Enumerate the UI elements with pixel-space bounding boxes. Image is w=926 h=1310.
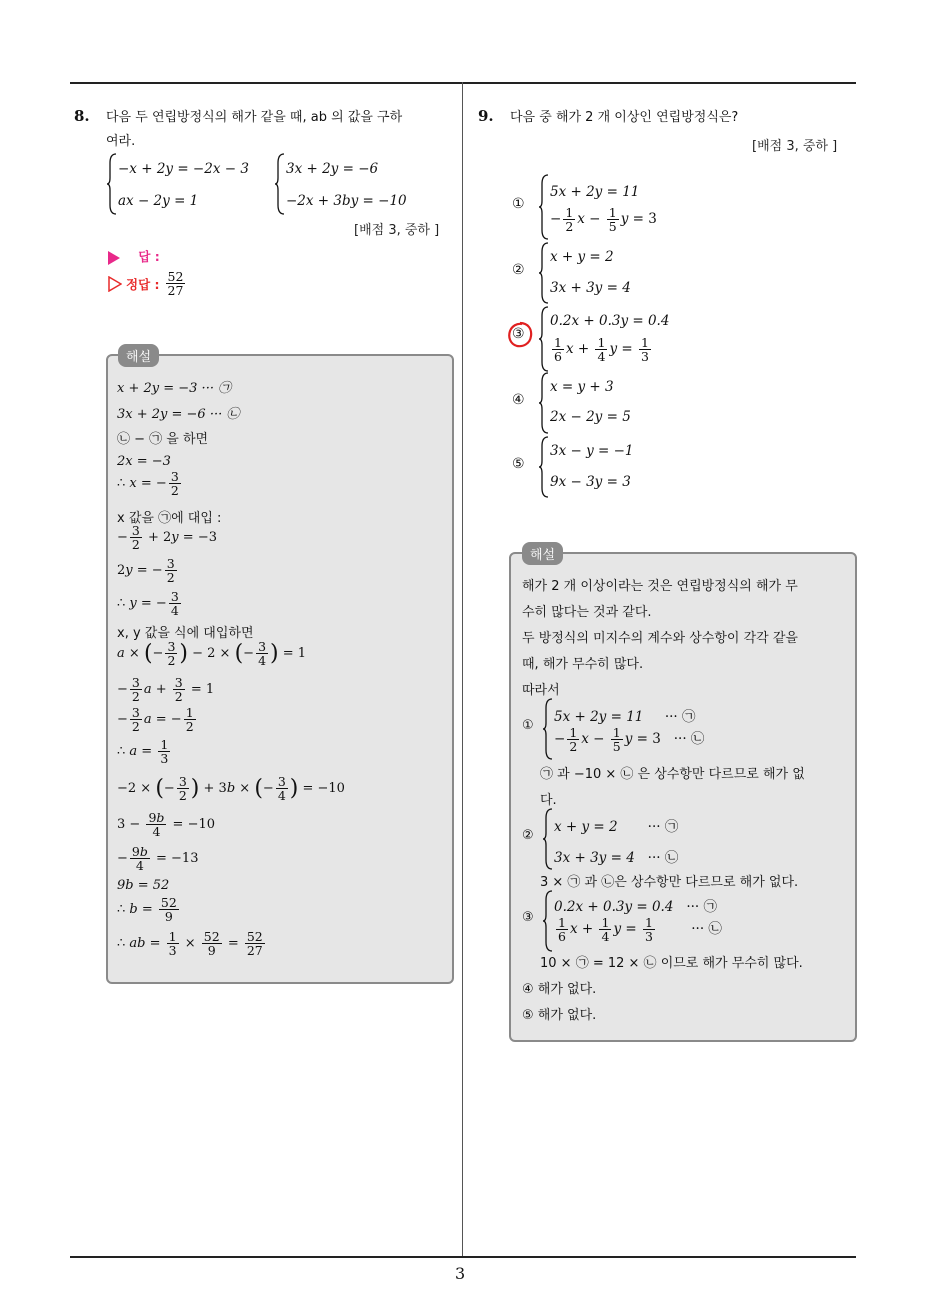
sol-line: 10 × ㉠ = 12 × ㉡ 이므로 해가 무수히 많다.	[540, 956, 803, 971]
brace-icon	[538, 174, 550, 240]
sol-line: 3 − $\frac{9b}{4}$ = −10	[117, 810, 215, 840]
sol-line: − $\frac{3}{2}$ a + $\frac{3}{2}$ = 1	[117, 675, 215, 705]
sol-system-3	[542, 890, 742, 952]
sol-line: 수히 많다는 것과 같다.	[522, 605, 652, 620]
answer-label: 답 :	[138, 249, 160, 264]
q8-sys2-eq1: 3x + 2y = −6	[286, 161, 379, 177]
q8-solution-tag: 해설	[118, 344, 159, 367]
sol-line: ∴ ab = $\frac{1}{3}$ × $\frac{52}{9}$ = $\frac{52}{27}$	[117, 929, 263, 959]
q9-solution-tag: 해설	[522, 542, 563, 565]
brace-icon	[106, 153, 118, 215]
option-eq1: 3x − y = −1	[550, 443, 634, 459]
option-system	[538, 372, 698, 434]
correct-label: 정답 :	[126, 276, 160, 292]
option-eq2: − $\frac{1}{2}$ x − $\frac{1}{5}$ y = 3	[550, 205, 657, 235]
sol-line: ∴ x = − $\frac{3}{2}$	[117, 469, 179, 499]
sol-eq: 3x + 3y = 4 ··· ㉡	[554, 850, 679, 866]
brace-icon	[542, 808, 554, 870]
sol-option-number: ②	[522, 828, 534, 843]
q8-number: 8.	[74, 107, 90, 125]
correct-value: $\frac{52}{27}$	[167, 269, 184, 299]
sol-eq: 0.2x + 0.3y = 0.4 ··· ㉠	[554, 899, 717, 915]
top-rule	[70, 82, 856, 84]
sol-option-number: ①	[522, 718, 534, 733]
sol-line: 9b = 52	[117, 878, 170, 893]
sol-line: ⑤ 해가 없다.	[522, 1008, 597, 1023]
play-triangle-icon	[108, 251, 120, 265]
sol-line: 3x + 2y = −6 ··· ㉡	[117, 407, 240, 422]
option-number: ①	[512, 196, 525, 212]
sol-line: 2y = − $\frac{3}{2}$	[117, 556, 175, 586]
brace-icon	[538, 306, 550, 372]
q8-sys1-eq2: ax − 2y = 1	[118, 193, 199, 209]
sol-line: ∴ y = − $\frac{3}{4}$	[117, 589, 179, 619]
q8-correct-row	[108, 270, 187, 297]
q9-text: 다음 중 해가 2 개 이상인 연립방정식은?	[510, 110, 739, 125]
q8-system-2	[274, 153, 434, 215]
sol-line: 3 × ㉠ 과 ㉡은 상수항만 다르므로 해가 없다.	[540, 875, 799, 890]
sol-line: 때, 해가 무수히 많다.	[522, 657, 644, 672]
outline-triangle-icon	[108, 276, 122, 292]
option-eq2: 9x − 3y = 3	[550, 474, 631, 490]
option-number: ②	[512, 262, 525, 278]
q8-answer-row	[108, 247, 160, 265]
q8-sys1-eq1: −x + 2y = −2x − 3	[118, 161, 249, 177]
option-system	[538, 306, 708, 372]
sol-system-1	[542, 698, 722, 760]
option-system	[538, 436, 698, 498]
brace-icon	[538, 436, 550, 498]
option-number: ⑤	[512, 456, 525, 472]
sol-line: 따라서	[522, 683, 560, 698]
q9-number: 9.	[478, 107, 494, 125]
q8-sys2-eq2: −2x + 3by = −10	[286, 193, 407, 209]
sol-eq: 5x + 2y = 11 ··· ㉠	[554, 709, 696, 725]
sol-line: − $\frac{9b}{4}$ = −13	[117, 844, 199, 874]
brace-icon	[538, 242, 550, 304]
option-eq2: 3x + 3y = 4	[550, 280, 631, 296]
sol-line: x + 2y = −3 ··· ㉠	[117, 381, 232, 396]
brace-icon	[538, 372, 550, 434]
sol-line: 두 방정식의 미지수의 계수와 상수항이 각각 같을	[522, 631, 798, 646]
sol-line: −2 × (− $\frac{3}{2}$ ) + 3b × (− $\frac{3}{4}$ ) = −10	[117, 774, 345, 804]
option-eq1: 5x + 2y = 11	[550, 184, 640, 200]
option-system	[538, 174, 698, 240]
option-eq1: 0.2x + 0.3y = 0.4	[550, 313, 670, 329]
sol-line: a × (− $\frac{3}{2}$ ) − 2 × (− $\frac{3}{4}$ ) = 1	[117, 639, 307, 669]
sol-system-2	[542, 808, 722, 870]
q9-meta: [배점 3, 중하 ]	[752, 139, 838, 154]
column-divider	[462, 82, 463, 1257]
sol-eq: x + y = 2 ··· ㉠	[554, 819, 679, 835]
sol-line: x 값을 ㉠에 대입 :	[117, 511, 222, 526]
option-eq1: x = y + 3	[550, 379, 614, 395]
bottom-rule	[70, 1256, 856, 1258]
q8-system-1	[106, 153, 266, 215]
option-eq2: $\frac{1}{6}$ x + $\frac{1}{4}$ y = $\frac{1}{3}$	[554, 335, 649, 365]
option-eq1: x + y = 2	[550, 249, 614, 265]
sol-line: − $\frac{3}{2}$ a = − $\frac{1}{2}$	[117, 705, 194, 735]
brace-icon	[542, 890, 554, 952]
sol-eq: $\frac{1}{6}$ x + $\frac{1}{4}$ y = $\frac{1}{3}$ ··· ㉡	[558, 915, 722, 945]
option-eq2: 2x − 2y = 5	[550, 409, 631, 425]
option-number: ③	[512, 326, 525, 342]
page-number: 3	[455, 1264, 466, 1283]
sol-line: ④ 해가 없다.	[522, 982, 597, 997]
sol-line: 해가 2 개 이상이라는 것은 연립방정식의 해가 무	[522, 579, 798, 594]
sol-line: x, y 값을 식에 대입하면	[117, 626, 254, 641]
sol-line: 2x = −3	[117, 454, 171, 469]
option-number: ④	[512, 392, 525, 408]
sol-line: ∴ a = $\frac{1}{3}$	[117, 737, 169, 767]
option-system	[538, 242, 698, 304]
sol-line: ∴ b = $\frac{52}{9}$	[117, 895, 177, 925]
brace-icon	[542, 698, 554, 760]
sol-line: − $\frac{3}{2}$ + 2y = −3	[117, 523, 217, 553]
q8-meta: [배점 3, 중하 ]	[354, 223, 440, 238]
sol-line: ㉠ 과 −10 × ㉡ 은 상수항만 다르므로 해가 없	[540, 767, 805, 782]
brace-icon	[274, 153, 286, 215]
sol-line: ㉡ − ㉠ 을 하면	[117, 432, 209, 447]
q8-text-line2: 여라.	[106, 134, 136, 149]
sol-line: 다.	[540, 793, 557, 808]
q8-text-line1: 다음 두 연립방정식의 해가 같을 때, ab 의 값을 구하	[106, 110, 403, 125]
sol-eq: − $\frac{1}{2}$ x − $\frac{1}{5}$ y = 3 ··· ㉡	[554, 725, 705, 755]
sol-option-number: ③	[522, 910, 534, 925]
